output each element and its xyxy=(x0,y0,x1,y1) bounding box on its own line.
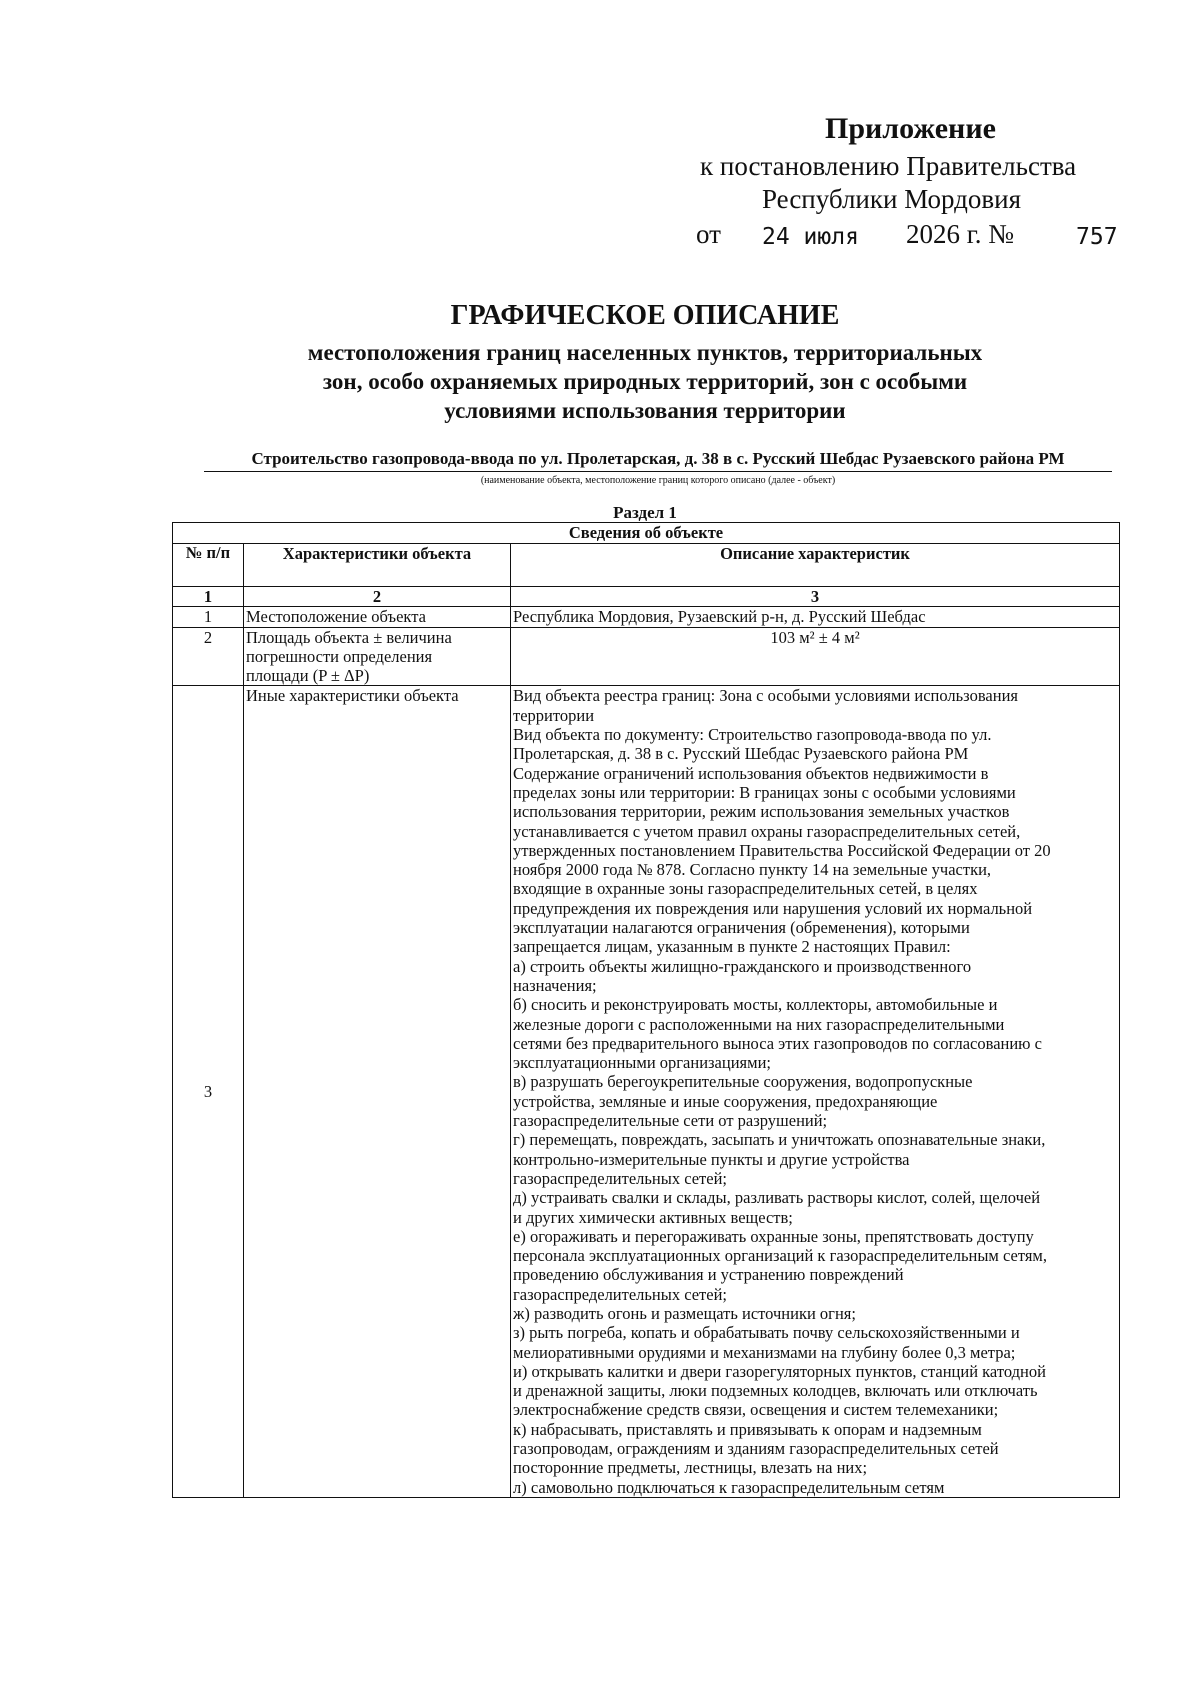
row-description: 103 м² ± 4 м² xyxy=(511,627,1120,686)
header-description: Описание характеристик xyxy=(511,544,1120,587)
description-line: в) разрушать берегоукрепительные сооружения, водопропускные xyxy=(513,1072,973,1092)
description-line: сетями без предварительного выноса этих газопроводов по согласованию с xyxy=(513,1033,1042,1053)
date-prefix: от xyxy=(696,219,721,249)
appendix-line-republic: Республики Мордовия xyxy=(762,184,1022,214)
column-number: 2 xyxy=(244,587,511,607)
description-line: Пролетарская, д. 38 в с. Русский Шебдас Рузаевского района РМ xyxy=(513,744,969,764)
description-line: г) перемещать, повреждать, засыпать и уничтожать опознавательные знаки, xyxy=(513,1130,1046,1150)
column-number: 3 xyxy=(511,587,1120,607)
description-line: Вид объекта по документу: Строительство газопровода-ввода по ул. xyxy=(513,725,992,745)
description-line: ноября 2000 года № 878. Согласно пункту 14 на земельные участки, xyxy=(513,860,992,880)
description-line: электроснабжение средств связи, освещения и систем телемеханики; xyxy=(513,1400,999,1420)
subtitle-line: местоположения границ населенных пунктов, территориальных xyxy=(307,340,983,365)
description-line: пределах зоны или территории: В границах зоны с особыми условиями xyxy=(513,782,1016,802)
description-line: устройства, земляные и иные сооружения, предохраняющие xyxy=(513,1091,938,1111)
header-characteristics: Характеристики объекта xyxy=(244,544,511,587)
characteristic-line: площади (P ± ΔP) xyxy=(246,666,370,686)
characteristic-line: погрешности определения xyxy=(246,646,433,666)
description-line: эксплуатационными организациями; xyxy=(513,1053,771,1073)
subtitle-line: условиями использования территории xyxy=(444,398,846,423)
description-line: Вид объекта реестра границ: Зона с особыми условиями использования xyxy=(513,686,1018,706)
description-line: газораспределительных сетей; xyxy=(513,1284,728,1304)
description-line: з) рыть погреба, копать и обрабатывать почву сельскохозяйственными и xyxy=(513,1323,1020,1343)
object-name: Строительство газопровода-ввода по ул. Пролетарская, д. 38 в с. Русский Шебдас Рузаевского района РМ xyxy=(251,449,1065,468)
description-line: е) огораживать и перегораживать охранные зоны, препятствовать доступу xyxy=(513,1226,1034,1246)
section-label: Раздел 1 xyxy=(613,503,677,522)
description-line: мелиоративными орудиями и механизмами на глубину более 0,3 метра; xyxy=(513,1342,1016,1362)
table-row xyxy=(173,686,1120,1497)
description-line: и других химически активных веществ; xyxy=(513,1207,793,1227)
object-underline xyxy=(204,471,1112,472)
description-line: эксплуатации налагаются ограничения (обременения), которыми xyxy=(513,918,970,938)
description-line: Содержание ограничений использования объектов недвижимости в xyxy=(513,763,989,783)
row-number: 3 xyxy=(173,686,244,1497)
description-line: д) устраивать свалки и склады, разливать растворы кислот, солей, щелочей xyxy=(513,1188,1041,1208)
description-line: газораспределительных сетей; xyxy=(513,1168,728,1188)
appendix-title: Приложение xyxy=(825,112,996,145)
description-line: персонала эксплуатационных организаций к газораспределительным сетям, xyxy=(513,1246,1047,1266)
document-subtitle xyxy=(200,338,1090,425)
description-line: б) сносить и реконструировать мосты, коллекторы, автомобильные и xyxy=(513,995,998,1015)
description-line: а) строить объекты жилищно-гражданского и производственного xyxy=(513,956,972,976)
description-line: и дренажной защиты, люки подземных колодцев, включать или отключать xyxy=(513,1381,1038,1401)
row-number: 1 xyxy=(173,607,244,627)
table-row xyxy=(173,607,1120,627)
row-number: 2 xyxy=(173,627,244,686)
date-day-month: 24 июля xyxy=(762,224,859,250)
description-line: железные дороги с расположенными на них газораспределительными xyxy=(513,1014,1005,1034)
table-column-numbers-row xyxy=(173,587,1120,607)
decree-number: 757 xyxy=(1076,224,1118,250)
description-line: к) набрасывать, приставлять и привязывать к опорам и надземным xyxy=(513,1419,982,1439)
table-header-row xyxy=(173,544,1120,587)
object-info-table xyxy=(172,522,1120,1498)
table-row xyxy=(173,627,1120,686)
row-characteristic xyxy=(244,627,511,686)
appendix-line-decree: к постановлению Правительства xyxy=(700,151,1077,181)
description-line: контрольно-измерительные пункты и другие устройства xyxy=(513,1149,910,1169)
description-line: газораспределительные сети от разрушений; xyxy=(513,1111,828,1131)
description-line: проведению обслуживания и устранению повреждений xyxy=(513,1265,904,1285)
description-line: устанавливается с учетом правил охраны газораспределительных сетей, xyxy=(513,821,1021,841)
header-number: № п/п xyxy=(173,544,244,587)
description-line: входящие в охранные зоны газораспределительных сетей, в целях xyxy=(513,879,978,899)
row-characteristic: Местоположение объекта xyxy=(244,607,511,627)
table-section-title: Сведения об объекте xyxy=(173,523,1120,544)
characteristic-line: Площадь объекта ± величина xyxy=(246,627,452,647)
description-line: запрещается лицам, указанным в пункте 2 настоящих Правил: xyxy=(513,937,951,957)
description-line: ж) разводить огонь и размещать источники огня; xyxy=(513,1303,856,1323)
date-year: 2026 г. № xyxy=(906,219,1015,249)
row-description: Республика Мордовия, Рузаевский р-н, д. Русский Шебдас xyxy=(511,607,1120,627)
description-line: л) самовольно подключаться к газораспределительным сетям xyxy=(513,1477,945,1497)
description-line: утвержденных постановлением Правительства Российской Федерации от 20 xyxy=(513,840,1051,860)
table-section-row xyxy=(173,523,1120,544)
row-characteristic: Иные характеристики объекта xyxy=(244,686,511,1497)
document-title: ГРАФИЧЕСКОЕ ОПИСАНИЕ xyxy=(450,300,840,331)
subtitle-line: зон, особо охраняемых природных территорий, зон с особыми xyxy=(322,369,968,394)
description-line: назначения; xyxy=(513,975,597,995)
description-line: газопроводам, ограждениям и зданиям газораспределительных сетей xyxy=(513,1439,999,1459)
row-description xyxy=(511,686,1120,1497)
description-line: предупреждения их повреждения или нарушения условий их нормальной xyxy=(513,898,1033,918)
column-number: 1 xyxy=(173,587,244,607)
description-line: и) открывать калитки и двери газорегуляторных пунктов, станций катодной xyxy=(513,1361,1046,1381)
description-line: использования территории, режим использования земельных участков xyxy=(513,802,1010,822)
description-line: посторонние предметы, лестницы, влезать на них; xyxy=(513,1458,868,1478)
description-line: территории xyxy=(513,705,595,725)
object-caption: (наименование объекта, местоположение границ которого описано (далее - объект) xyxy=(480,475,836,486)
